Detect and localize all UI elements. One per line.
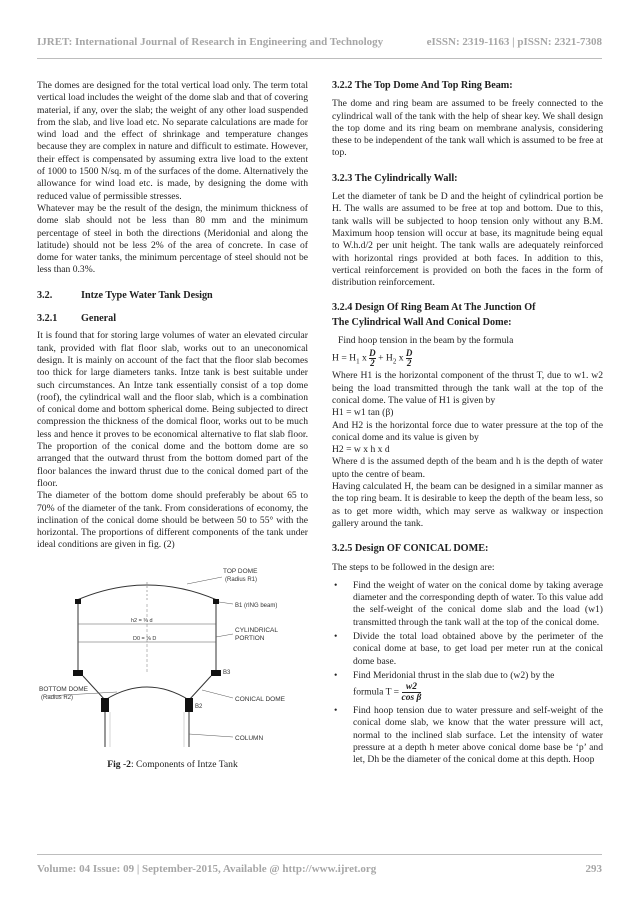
label-radius-r2: (Radius R2) — [41, 694, 74, 701]
section-title: Intze Type Water Tank Design — [81, 289, 213, 301]
list-item: • Find Meridonial thrust in the slab due to (w2) by the formula T = $\frac{w2}{\text{cos β}}$ — [334, 669, 555, 704]
paragraph-having-calculated: Having calculated H, the beam can be designed in a similar manner as the top ring beam. It is desirable to keep the depth of the beam less, so as to get more width, which may serve as walkway or inspection gallery around the tank. — [332, 481, 603, 529]
page-number: 293 — [585, 863, 602, 875]
paragraph-steps: The steps to be followed in the design are: — [332, 561, 495, 573]
eq-x2: x — [396, 353, 406, 365]
running-footer — [37, 863, 602, 875]
figure-caption — [37, 759, 308, 771]
paragraph-hoop-tension: Find hoop tension in the beam by the formula — [338, 335, 514, 347]
paragraph-cylindrical-wall: Let the diameter of tank be D and the height of cylindrical portion be H. The walls are assumed to be free at top and bottom. Due to this, tank walls will be subjected to hoop tension only without any B.M. Maximum hoop tension will occur at base, its magnitude being equal to W.h.d/2 per unit height. The tank walls are adequately reinforced with horizontal rings provided at both faces. In addition to this, vertical reinforcement is provided on both the faces in the form of distribution reinforcement. — [332, 191, 603, 289]
equation-h1: H1 = w1 tan (β) — [332, 407, 394, 419]
paragraph-and-h2: And H2 is the horizontal force due to water pressure at the top of the conical dome and its value is given by — [332, 419, 603, 443]
label-portion: PORTION — [235, 634, 265, 642]
section-3-2-2-heading: 3.2.2 The Top Dome And Top Ring Beam: — [332, 80, 513, 91]
list-item: • Find the weight of water on the conical dome by taking average diameter and the corresponding depth of water. To this value add the self-weight of the conical dome slab and the load (w1) transmitted through the tank wall at the top of the conical dome. — [334, 579, 603, 628]
volume-info: Volume: 04 Issue: 09 | September-2015, Available @ http://www.ijret.org — [37, 863, 377, 875]
footer-rule — [37, 854, 602, 855]
label-radius-r1: (Radius R1) — [225, 576, 258, 583]
running-header — [37, 36, 602, 48]
equation-h2: H2 = w x h x d — [332, 444, 390, 456]
paragraph-min-thickness: Whatever may be the result of the design, the minimum thickness of dome slab should not be less than 80 mm and the minimum percentage of steel in both the directions (Meridonial and along the latitude) should not be less 2% of the area of concrete. In case of dome for water tanks, the minimum percentage of steel should not be less than 0.3%. — [37, 202, 308, 276]
design-steps-list — [332, 580, 603, 767]
section-3-2-1-heading — [37, 313, 308, 325]
paragraph-domes-load: The domes are designed for the total vertical load only. The term total vertical load includes the weight of the dome slab and that of covering material, if any, over the slab; the weight of any other load suspended from the slab, and live load etc. No separate calculations are made for wind load and the effect of shrinkage and temperature changes because they are complex in nature and difficult to estimate. However, their effect is compensated by assuming extra live load to the extent of 1000 to 1500 N/sq. m of the surfaces of the dome. Alternatively the allowance for wind load etc. is made, by designing the dome with reduced value of permissible stresses. — [37, 80, 308, 202]
paragraph-where-d: Where d is the assumed depth of the beam and h is the depth of water upto the centre of beam. — [332, 456, 603, 480]
eq-x1: x — [359, 353, 370, 365]
fraction-w2-over-cos: $\frac{w2}{\text{cos β}}$ — [401, 682, 422, 704]
cone-right — [189, 676, 211, 700]
label-column: COLUMN — [235, 734, 264, 742]
label-conical-dome: CONICAL DOME — [235, 695, 285, 703]
fraction-d-over-2-b: $\frac{D}{2}$ — [405, 348, 413, 369]
label-b3: B3 — [223, 669, 231, 676]
ring-beam-b3-right — [211, 670, 221, 676]
figure-intze-tank — [37, 562, 308, 772]
section-number: 3.2. — [37, 289, 53, 301]
label-dim-top: h2 = ¾ d — [131, 617, 153, 624]
ring-beam-b2-right — [185, 698, 193, 712]
paragraph-bottom-dome: The diameter of the bottom dome should preferably be about 65 to 70% of the diameter of the tank. From considerations of economy, the inclination of the conical dome should be between 50 to 55° with the horizontal. The proportions of different components of the tank under ideal conditions are given in fig. (2) — [37, 490, 308, 551]
caption-label: Fig -2 — [107, 758, 131, 770]
eq-h-part1: H = H — [332, 353, 357, 365]
label-dim-mid: D0 = ⅝ D — [133, 635, 157, 642]
fraction-d-over-2: $\frac{D}{2}$ — [369, 348, 376, 369]
section-3-2-heading — [37, 290, 308, 302]
paragraph-where-h1: Where H1 is the horizontal component of the thrust T, due to w1. w2 being the load transmitted through the tank wall at the top of the conical dome. The value of H1 is given by — [332, 370, 603, 406]
section-3-2-4-heading-line1: 3.2.4 Design Of Ring Beam At The Junction Of — [332, 302, 536, 314]
ring-beam-b3-left — [73, 670, 83, 676]
issn: eISSN: 2319-1163 | pISSN: 2321-7308 — [426, 36, 602, 48]
left-column — [37, 80, 308, 771]
ring-beam-right — [213, 599, 219, 604]
ring-beam-b2-left — [101, 698, 109, 712]
equation-h: $H = H_1$ x $\frac{D}{2}$ + $H_2$ x $\frac{D}{2}$ — [332, 348, 413, 369]
ring-beam-left — [75, 599, 81, 604]
section-title: General — [81, 313, 117, 325]
label-top-dome: TOP DOME — [223, 567, 258, 575]
label-cylindrical: CYLINDRICAL — [235, 626, 278, 634]
list-item: • Find hoop tension due to water pressure and self-weight of the conical dome slab, we know that the water pressure will act, normal to the inclined slab surface. Let the intensity of water pressure at a depth h meter above conical dome base be ‘p’ and let, Dh be the diameter of the conical dome at this depth. Hoop — [334, 705, 603, 766]
section-3-2-4-heading-line2: The Cylindrical Wall And Conical Dome: — [332, 316, 512, 328]
bottom-dome-arc — [105, 687, 189, 700]
paragraph-top-dome: The dome and ring beam are assumed to be freely connected to the cylindrical wall of the tank with the help of shear key. We shall design the top dome and its ring beam on membrane analysis, considering these to be independent of the tank wall which is assumed to be free at top. — [332, 98, 603, 159]
label-bottom-dome: BOTTOM DOME — [39, 685, 88, 693]
label-b1: B1 (rING beam) — [235, 602, 278, 609]
list-item: • Divide the total load obtained above by the perimeter of the conical dome at base, to get load per meter run at the conical dome base. — [334, 630, 603, 667]
section-3-2-5-heading: 3.2.5 Design OF CONICAL DOME: — [332, 543, 489, 555]
caption-text: : Components of Intze Tank — [130, 758, 238, 770]
intze-tank-diagram — [37, 562, 308, 752]
section-number: 3.2.1 — [37, 313, 58, 325]
label-b2: B2 — [195, 703, 203, 710]
paragraph-intze-general: It is found that for storing large volumes of water an elevated circular tank, provided with flat floor slab, works out to an uneconomical design. It is mainly on account of the fact that the floor slab becomes too thick for large diameters tanks. Intze tank is best suitable under such circumstances. An Intze tank essentially consist of a top dome (roof), the cylindrical wall and the floor slab, which is a combination of conical dome and bottom spherical dome. Being subjected to direct compression the thickness of the domical floor, works out to be much less and hence it proves to be economical alternative to flat slab floor. The proportion of the conical dome and the bottom dome are so arranged that the outward thrust from the bottom domed part of the floor balances the inward thrust due to the conical domed part of the floor. — [37, 330, 308, 489]
formula-label: formula T = — [353, 686, 402, 698]
eq-h-part2: + H — [378, 353, 393, 365]
section-3-2-3-heading: 3.2.3 The Cylindrically Wall: — [332, 172, 458, 184]
right-column — [332, 80, 603, 769]
journal-title: IJRET: International Journal of Research in Engineering and Technology — [37, 36, 384, 48]
header-rule — [37, 58, 602, 59]
